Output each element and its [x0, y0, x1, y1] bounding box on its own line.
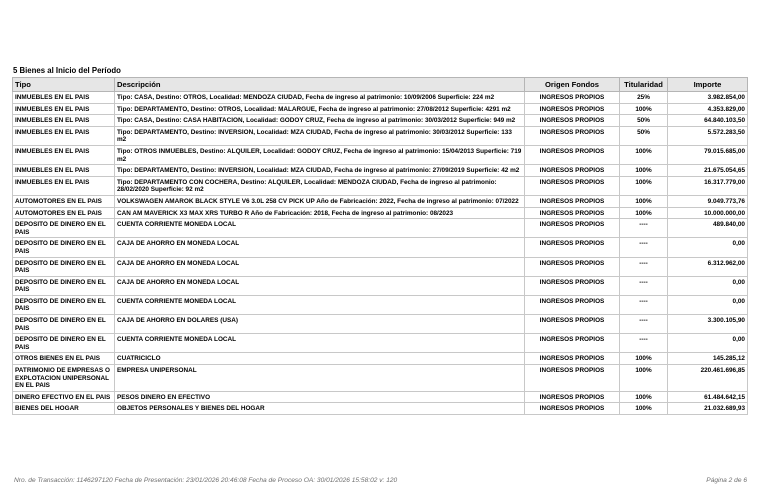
- cell-descripcion: CUENTA CORRIENTE MONEDA LOCAL: [115, 219, 525, 238]
- cell-origen: INGRESOS PROPIOS: [525, 403, 620, 415]
- assets-table: [12, 77, 748, 415]
- cell-titularidad: 100%: [620, 403, 668, 415]
- cell-titularidad: 100%: [620, 391, 668, 403]
- cell-importe: 10.000.000,00: [668, 207, 748, 219]
- cell-importe: 21.032.689,93: [668, 403, 748, 415]
- table-row: [13, 276, 748, 295]
- cell-titularidad: 100%: [620, 145, 668, 164]
- cell-tipo: INMUEBLES EN EL PAIS: [13, 176, 115, 195]
- cell-origen: INGRESOS PROPIOS: [525, 315, 620, 334]
- table-body: [13, 92, 748, 415]
- cell-descripcion: VOLKSWAGEN AMAROK BLACK STYLE V6 3.0L 258 CV PICK UP Año de Fabricación: 2022, Fecha de ingreso al patrimonio: 07/2022: [115, 195, 525, 207]
- cell-origen: INGRESOS PROPIOS: [525, 295, 620, 314]
- cell-tipo: INMUEBLES EN EL PAIS: [13, 92, 115, 104]
- column-header-descripcion: Descripción: [115, 78, 525, 92]
- table-row: [13, 365, 748, 392]
- page-number: Página 2 de 6: [706, 477, 747, 484]
- cell-tipo: INMUEBLES EN EL PAIS: [13, 126, 115, 145]
- cell-origen: INGRESOS PROPIOS: [525, 219, 620, 238]
- cell-origen: INGRESOS PROPIOS: [525, 103, 620, 115]
- table-row: [13, 257, 748, 276]
- table-row: [13, 334, 748, 353]
- cell-origen: INGRESOS PROPIOS: [525, 92, 620, 104]
- cell-titularidad: 100%: [620, 195, 668, 207]
- cell-tipo: INMUEBLES EN EL PAIS: [13, 103, 115, 115]
- cell-origen: INGRESOS PROPIOS: [525, 176, 620, 195]
- cell-titularidad: 50%: [620, 115, 668, 127]
- cell-descripcion: Tipo: CASA, Destino: CASA HABITACION, Localidad: GODOY CRUZ, Fecha de ingreso al patrimonio: 30/03/2012 Superficie: 949 m2: [115, 115, 525, 127]
- table-row: [13, 176, 748, 195]
- cell-importe: 3.300.105,90: [668, 315, 748, 334]
- cell-titularidad: 100%: [620, 207, 668, 219]
- cell-descripcion: CAJA DE AHORRO EN DOLARES (USA): [115, 315, 525, 334]
- table-row: [13, 207, 748, 219]
- cell-importe: 64.840.103,50: [668, 115, 748, 127]
- table-row: [13, 165, 748, 177]
- column-header-titularidad: Titularidad: [620, 78, 668, 92]
- cell-importe: 5.572.283,50: [668, 126, 748, 145]
- cell-importe: 0,00: [668, 276, 748, 295]
- column-header-tipo: Tipo: [13, 78, 115, 92]
- cell-tipo: AUTOMOTORES EN EL PAIS: [13, 195, 115, 207]
- cell-origen: INGRESOS PROPIOS: [525, 195, 620, 207]
- table-header-row: [13, 78, 748, 92]
- cell-titularidad: ----: [620, 334, 668, 353]
- cell-tipo: INMUEBLES EN EL PAIS: [13, 115, 115, 127]
- cell-tipo: DEPOSITO DE DINERO EN EL PAIS: [13, 238, 115, 257]
- table-row: [13, 353, 748, 365]
- table-row: [13, 126, 748, 145]
- cell-titularidad: 100%: [620, 176, 668, 195]
- cell-descripcion: Tipo: DEPARTAMENTO, Destino: OTROS, Localidad: MALARGUE, Fecha de ingreso al patrimonio: 27/08/2012 Superficie: 4291 m2: [115, 103, 525, 115]
- cell-titularidad: ----: [620, 295, 668, 314]
- cell-titularidad: 100%: [620, 103, 668, 115]
- cell-origen: INGRESOS PROPIOS: [525, 353, 620, 365]
- cell-titularidad: ----: [620, 238, 668, 257]
- cell-descripcion: Tipo: OTROS INMUEBLES, Destino: ALQUILER, Localidad: GODOY CRUZ, Fecha de ingreso al patrimonio: 15/04/2013 Superficie: 719 m2: [115, 145, 525, 164]
- cell-descripcion: PESOS DINERO EN EFECTIVO: [115, 391, 525, 403]
- cell-importe: 16.317.779,00: [668, 176, 748, 195]
- cell-origen: INGRESOS PROPIOS: [525, 257, 620, 276]
- table-row: [13, 219, 748, 238]
- cell-tipo: INMUEBLES EN EL PAIS: [13, 165, 115, 177]
- table-row: [13, 145, 748, 164]
- cell-origen: INGRESOS PROPIOS: [525, 126, 620, 145]
- cell-descripcion: OBJETOS PERSONALES Y BIENES DEL HOGAR: [115, 403, 525, 415]
- cell-importe: 145.285,12: [668, 353, 748, 365]
- cell-tipo: DEPOSITO DE DINERO EN EL PAIS: [13, 276, 115, 295]
- cell-titularidad: ----: [620, 315, 668, 334]
- cell-tipo: DEPOSITO DE DINERO EN EL PAIS: [13, 295, 115, 314]
- table-row: [13, 295, 748, 314]
- cell-titularidad: ----: [620, 276, 668, 295]
- cell-importe: 489.840,00: [668, 219, 748, 238]
- cell-tipo: DEPOSITO DE DINERO EN EL PAIS: [13, 334, 115, 353]
- cell-titularidad: 25%: [620, 92, 668, 104]
- cell-origen: INGRESOS PROPIOS: [525, 165, 620, 177]
- cell-origen: INGRESOS PROPIOS: [525, 207, 620, 219]
- cell-importe: 21.675.054,65: [668, 165, 748, 177]
- cell-titularidad: ----: [620, 219, 668, 238]
- cell-descripcion: CAJA DE AHORRO EN MONEDA LOCAL: [115, 276, 525, 295]
- cell-descripcion: CUENTA CORRIENTE MONEDA LOCAL: [115, 295, 525, 314]
- cell-tipo: DEPOSITO DE DINERO EN EL PAIS: [13, 315, 115, 334]
- table-row: [13, 103, 748, 115]
- cell-importe: 79.015.685,00: [668, 145, 748, 164]
- cell-importe: 0,00: [668, 295, 748, 314]
- cell-importe: 220.461.696,85: [668, 365, 748, 392]
- cell-descripcion: CUATRICICLO: [115, 353, 525, 365]
- cell-titularidad: 100%: [620, 165, 668, 177]
- cell-descripcion: CAJA DE AHORRO EN MONEDA LOCAL: [115, 257, 525, 276]
- cell-descripcion: CUENTA CORRIENTE MONEDA LOCAL: [115, 334, 525, 353]
- cell-descripcion: CAN AM MAVERICK X3 MAX XRS TURBO R Año de Fabricación: 2018, Fecha de ingreso al patrimonio: 08/2023: [115, 207, 525, 219]
- cell-descripcion: Tipo: DEPARTAMENTO, Destino: INVERSION, Localidad: MZA CIUDAD, Fecha de ingreso al patrimonio: 30/03/2012 Superficie: 133 m2: [115, 126, 525, 145]
- table-row: [13, 115, 748, 127]
- table-row: [13, 391, 748, 403]
- table-row: [13, 92, 748, 104]
- cell-importe: 9.049.773,76: [668, 195, 748, 207]
- cell-importe: 0,00: [668, 334, 748, 353]
- cell-tipo: DEPOSITO DE DINERO EN EL PAIS: [13, 257, 115, 276]
- table-row: [13, 403, 748, 415]
- cell-titularidad: 100%: [620, 353, 668, 365]
- section-title: 5 Bienes al Inicio del Período: [13, 66, 121, 75]
- cell-origen: INGRESOS PROPIOS: [525, 115, 620, 127]
- cell-titularidad: 50%: [620, 126, 668, 145]
- table-row: [13, 315, 748, 334]
- cell-origen: INGRESOS PROPIOS: [525, 145, 620, 164]
- cell-importe: 6.312.962,00: [668, 257, 748, 276]
- cell-importe: 4.353.829,00: [668, 103, 748, 115]
- cell-tipo: DINERO EFECTIVO EN EL PAIS: [13, 391, 115, 403]
- cell-tipo: PATRIMONIO DE EMPRESAS O EXPLOTACION UNIPERSONAL EN EL PAIS: [13, 365, 115, 392]
- footer: [14, 477, 747, 484]
- cell-tipo: DEPOSITO DE DINERO EN EL PAIS: [13, 219, 115, 238]
- cell-tipo: AUTOMOTORES EN EL PAIS: [13, 207, 115, 219]
- cell-titularidad: ----: [620, 257, 668, 276]
- cell-importe: 61.484.642,15: [668, 391, 748, 403]
- cell-descripcion: EMPRESA UNIPERSONAL: [115, 365, 525, 392]
- cell-origen: INGRESOS PROPIOS: [525, 238, 620, 257]
- cell-descripcion: Tipo: CASA, Destino: OTROS, Localidad: MENDOZA CIUDAD, Fecha de ingreso al patrimonio: 10/09/2006 Superficie: 224 m2: [115, 92, 525, 104]
- table-row: [13, 238, 748, 257]
- table-row: [13, 195, 748, 207]
- cell-importe: 0,00: [668, 238, 748, 257]
- cell-tipo: INMUEBLES EN EL PAIS: [13, 145, 115, 164]
- cell-importe: 3.982.854,00: [668, 92, 748, 104]
- cell-origen: INGRESOS PROPIOS: [525, 365, 620, 392]
- cell-origen: INGRESOS PROPIOS: [525, 276, 620, 295]
- cell-descripcion: Tipo: DEPARTAMENTO CON COCHERA, Destino: ALQUILER, Localidad: MENDOZA CIUDAD, Fecha de ingreso al patrimonio: 28/02/2020 Superficie: 92 m2: [115, 176, 525, 195]
- cell-tipo: BIENES DEL HOGAR: [13, 403, 115, 415]
- cell-origen: INGRESOS PROPIOS: [525, 334, 620, 353]
- column-header-origen: Origen Fondos: [525, 78, 620, 92]
- footer-transaction-info: Nro. de Transacción: 1146297120 Fecha de Presentación: 23/01/2026 20:46:08 Fecha de Proceso OA: 30/01/2026 15:58:02 v: 120: [14, 477, 398, 484]
- cell-descripcion: Tipo: DEPARTAMENTO, Destino: INVERSION, Localidad: MZA CIUDAD, Fecha de ingreso al patrimonio: 27/09/2019 Superficie: 42 m2: [115, 165, 525, 177]
- cell-origen: INGRESOS PROPIOS: [525, 391, 620, 403]
- cell-descripcion: CAJA DE AHORRO EN MONEDA LOCAL: [115, 238, 525, 257]
- column-header-importe: Importe: [668, 78, 748, 92]
- cell-titularidad: 100%: [620, 365, 668, 392]
- cell-tipo: OTROS BIENES EN EL PAIS: [13, 353, 115, 365]
